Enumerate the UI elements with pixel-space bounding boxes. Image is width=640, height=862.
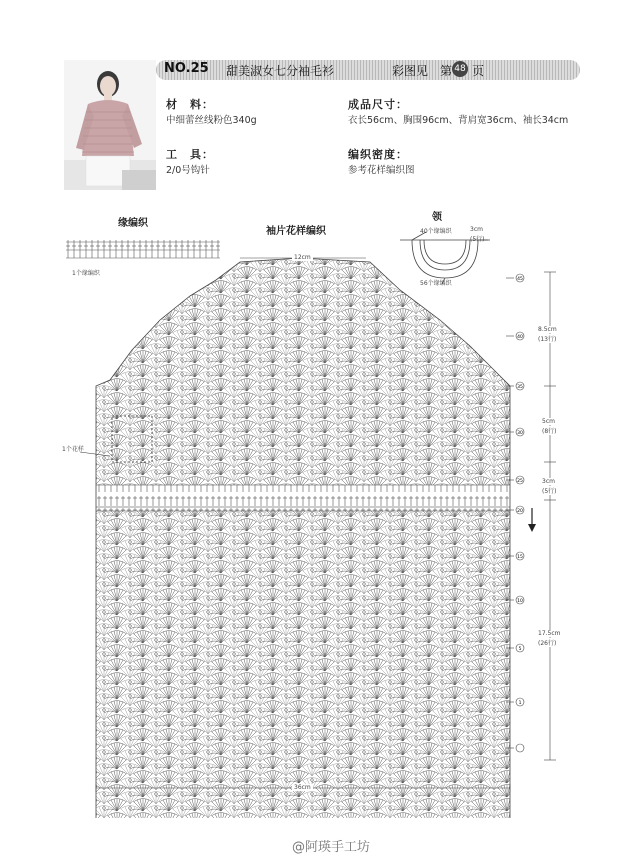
size-label: 成品尺寸： — [348, 98, 408, 111]
row-number-label: 45 — [517, 277, 523, 282]
sleeve-bottom-width: 36cm — [294, 784, 311, 791]
materials-label: 材 料： — [166, 98, 214, 111]
row-number-label: 5 — [518, 647, 522, 652]
dim-1-len: 8.5cm — [538, 326, 557, 333]
dim-3-len: 3cm — [542, 478, 555, 485]
row-marker — [506, 274, 524, 282]
row-marker — [506, 332, 524, 340]
neck-dim: 3cm — [470, 226, 483, 233]
row-number-label: 1 — [518, 701, 522, 706]
edge-chart-caption: 1个缘编织 — [72, 270, 100, 277]
row-number-label: 40 — [517, 335, 523, 340]
row-number-label: 10 — [517, 599, 523, 604]
neck-bottom-count: 56个缘编织 — [420, 280, 452, 287]
tools-value: 2/0号钩针 — [166, 165, 210, 176]
sleeve-chart-title: 袖片花样编织 — [266, 226, 326, 237]
neck-top-count: 40个缘编织 — [420, 228, 452, 235]
color-photo-ref: 彩图见 — [392, 64, 429, 78]
pattern-title: 甜美淑女七分袖毛衫 — [226, 64, 335, 78]
page-prefix: 第 — [440, 64, 453, 78]
row-number-label: 25 — [517, 479, 523, 484]
dim-2-len: 5cm — [542, 418, 555, 425]
row-number-label: 20 — [517, 509, 523, 514]
dim-4-len: 17.5cm — [538, 630, 561, 637]
gauge-label: 编织密度： — [348, 148, 408, 161]
page-suffix: 页 — [472, 64, 485, 78]
dim-4-rows: (26行) — [538, 640, 557, 647]
dim-2-rows: (8行) — [542, 428, 557, 435]
row-number-label: 15 — [517, 555, 523, 560]
row-number-label: 35 — [517, 385, 523, 390]
tools-label: 工 具： — [166, 148, 214, 161]
neck-chart-title: 领 — [432, 212, 442, 223]
size-value: 衣长56cm、胸围96cm、背肩宽36cm、袖长34cm — [348, 115, 569, 126]
motif-label: 1个花样 — [62, 446, 84, 453]
neck-dim-rows: (5行) — [470, 236, 485, 243]
gauge-value: 参考花样编织图 — [348, 165, 415, 176]
dim-3-rows: (5行) — [542, 488, 557, 495]
dim-1-rows: (13行) — [538, 336, 557, 343]
row-number-label: 30 — [517, 431, 523, 436]
watermark: @阿瑛手工坊 — [292, 840, 371, 855]
sleeve-top-width: 12cm — [294, 254, 311, 261]
page-number-badge: 48 — [452, 61, 468, 77]
pattern-number: NO.25 — [164, 61, 209, 76]
materials-value: 中细蕾丝线粉色340g — [166, 115, 257, 126]
edge-chart-title: 缘编织 — [118, 218, 148, 229]
